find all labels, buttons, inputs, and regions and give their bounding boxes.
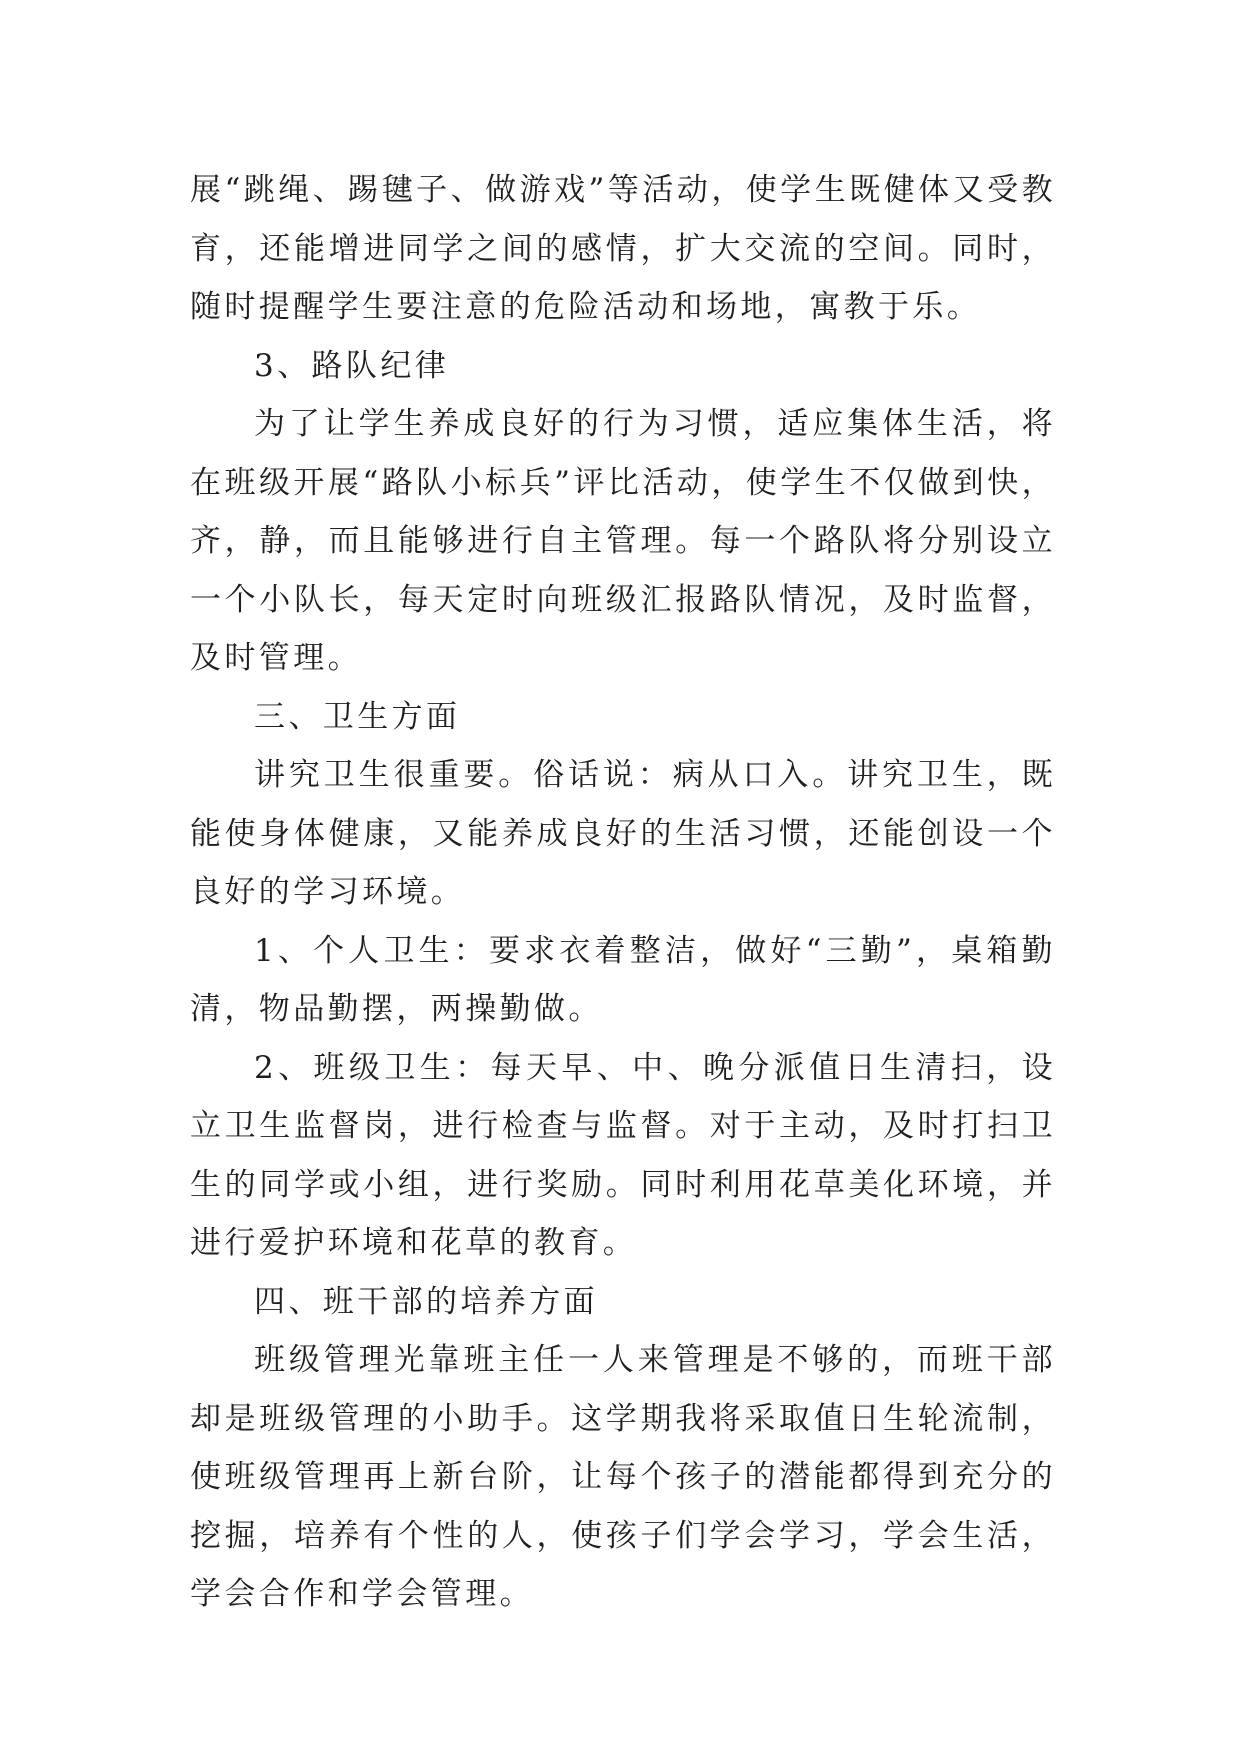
paragraph-activities-continued: 展“跳绳、踢毽子、做游戏”等活动，使学生既健体又受教育，还能增进同学之间的感情，扩大交流的空间。同时，随时提醒学生要注意的危险活动和场地，寓教于乐。 [190, 172, 1056, 325]
paragraph-hygiene-intro: 讲究卫生很重要。俗话说：病从口入。讲究卫生，既能使身体健康，又能养成良好的生活习惯，还能创设一个良好的学习环境。 [190, 757, 1056, 910]
paragraph-personal-hygiene: 1、个人卫生：要求衣着整洁，做好“三勤”，桌箱勤清，物品勤摆，两操勤做。 [190, 932, 1056, 1027]
paragraph-class-cadre: 班级管理光靠班主任一人来管理是不够的，而班干部却是班级管理的小助手。这学期我将采取值日生轮流制，使班级管理再上新台阶，让每个孩子的潜能都得到充分的挖掘，培养有个性的人，使孩子们学会学习，学会生活，学会合作和学会管理。 [190, 1342, 1056, 1612]
heading-class-cadre: 四、班干部的培养方面 [254, 1283, 598, 1320]
heading-road-team-discipline: 3、路队纪律 [254, 347, 450, 384]
document-body [190, 161, 1056, 1624]
paragraph-road-team: 为了让学生养成良好的行为习惯，适应集体生活，将在班级开展“路队小标兵”评比活动，使学生不仅做到快，齐，静，而且能够进行自主管理。每一个路队将分别设立一个小队长，每天定时向班级汇报路队情况，及时监督，及时管理。 [190, 406, 1056, 676]
heading-hygiene: 三、卫生方面 [254, 698, 461, 735]
paragraph-class-hygiene: 2、班级卫生：每天早、中、晚分派值日生清扫，设立卫生监督岗，进行检查与监督。对于主动，及时打扫卫生的同学或小组，进行奖励。同时利用花草美化环境，并进行爱护环境和花草的教育。 [190, 1049, 1056, 1261]
